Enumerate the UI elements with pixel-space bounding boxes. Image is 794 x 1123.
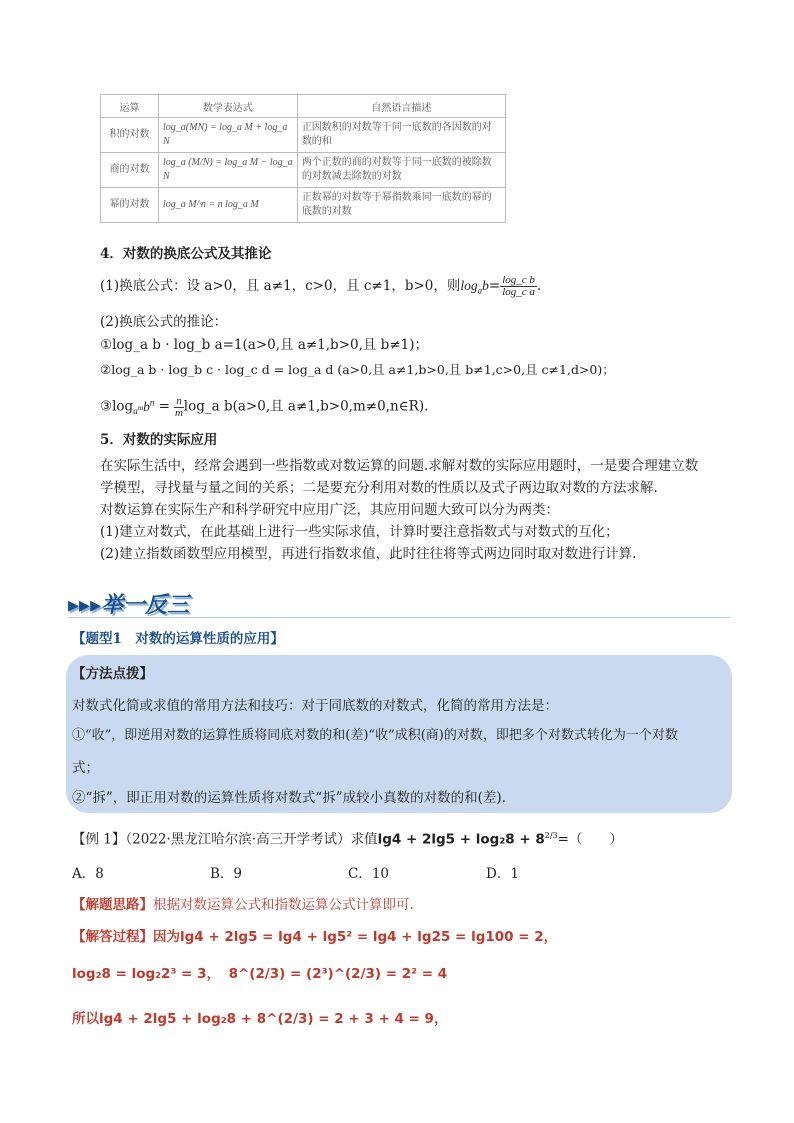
solution-idea-text: 根据对数运算公式和指数运算公式计算即可. xyxy=(153,897,414,913)
table-cell: 幂的对数 xyxy=(101,188,159,223)
corollary-1: ①log_a b · log_b a=1(a>0,且 a≠1,b>0,且 b≠1)； xyxy=(100,337,428,353)
table-header: 自然语言描述 xyxy=(297,95,505,118)
solution-process-label: 【解答过程】 xyxy=(72,929,153,945)
section-5-para-1-line-2: 学模型，寻找量与量之间的关系；二是要充分利用对数的性质以及式子两边取对数的方法求解. xyxy=(100,480,658,496)
table-cell: 正因数积的对数等于同一底数的各因数的对数的和 xyxy=(297,118,505,153)
corollary-3: $③\log_{a^m}b^n$ = $\frac{n}{m}$ log_a b(a>0,且 a≠1,b>0,m≠0,n∈R). xyxy=(100,394,429,419)
option-d: D．1 xyxy=(486,866,519,882)
formula-log: log xyxy=(460,278,478,293)
section-5-title: 5．对数的实际应用 xyxy=(100,432,218,448)
solution-process-line-1: 【解答过程】因为lg4 + 2lg5 = lg4 + lg5² = lg4 + lg25 = lg100 = 2， xyxy=(72,929,558,945)
operations-table xyxy=(100,94,506,223)
practice-banner xyxy=(68,588,189,619)
method-line-1: 对数式化简或求值的常用方法和技巧：对于同底数的对数式，化简的常用方法是： xyxy=(72,698,558,714)
table-cell: 商的对数 xyxy=(101,153,159,188)
solution-process-line-3: 所以lg4 + 2lg5 + log₂8 + 8^(2/3) = 2 + 3 + 4 = 9， xyxy=(72,1011,448,1027)
example-1 xyxy=(72,826,623,850)
section-5-item-2: (2)建立指数函数型应用模型，再进行指数求值，此时往往将等式两边同时取对数进行计算. xyxy=(100,546,637,562)
solution-process-line-2: log₂8 = log₂2³ = 3， 8^(2/3) = (2³)^(2/3) = 2² = 4 xyxy=(72,966,448,982)
method-line-2: ①“收”，即逆用对数的运算性质将同底对数的和(差)“收”成积(商)的对数，即把多个对数式转化为一个对数 xyxy=(72,728,678,743)
type-1-title: 【题型1 对数的运算性质的应用】 xyxy=(72,631,284,647)
example-suffix: =（ ） xyxy=(557,831,623,848)
formula-fraction: $\frac{\text{log\_c b}}{\text{log\_c a}}$ xyxy=(502,274,535,298)
solution-idea-label: 【解题思路】 xyxy=(72,897,153,913)
table-row xyxy=(101,153,506,188)
solution-idea xyxy=(72,895,414,915)
option-a: A．8 xyxy=(72,866,104,882)
banner-text: ▸▸▸举一反三 xyxy=(68,593,190,618)
example-expression: lg4 + 2lg5 + log₂8 + 8 xyxy=(377,831,545,848)
section-5-para-2: 对数运算在实际生产和科学研究中应用广泛，其应用问题大致可以分为两类： xyxy=(100,502,559,518)
table-cell: log_a (M/N) = log_a M − log_a N xyxy=(159,153,298,188)
example-prefix: 【例 1】（2022·黑龙江哈尔滨·高三开学考试）求值 xyxy=(72,831,378,848)
example-exponent: 2/3 xyxy=(544,831,558,840)
section-5-item-1: (1)建立对数式，在此基础上进行一些实际求值，计算时要注意指数式与对数式的互化； xyxy=(100,524,619,540)
method-line-3: 式； xyxy=(72,760,99,776)
table-cell: 积的对数 xyxy=(101,118,159,153)
option-b: B．9 xyxy=(210,866,243,882)
table-row xyxy=(101,188,506,223)
table-row xyxy=(101,118,506,153)
option-c: C．10 xyxy=(348,866,390,882)
change-of-base-formula: (1)换底公式：设 a>0，且 a≠1，c>0，且 c≠1，b>0，则$\log_ab=$ $\frac{\text{log\_c b}}{\text{log\_c a}}$ . xyxy=(100,274,542,298)
table-header: 数学表达式 xyxy=(159,95,298,118)
table-cell: log_a M^n = n log_a M xyxy=(159,188,298,223)
section-5-para-1-line-1: 在实际生活中，经常会遇到一些指数或对数运算的问题.求解对数的实际应用题时，一是要合理建立数 xyxy=(100,458,699,474)
corollary-3-fraction: $\frac{n}{m}$ xyxy=(175,394,183,419)
formula-prefix: (1)换底公式：设 a>0，且 a≠1，c>0，且 c≠1，b>0，则 xyxy=(100,278,461,294)
method-line-4: ②“拆”，即正用对数的运算性质将对数式“拆”成较小真数的对数的和(差). xyxy=(72,790,506,806)
table-cell: 正数幂的对数等于幂指数乘同一底数的幂的底数的对数 xyxy=(297,188,505,223)
table-cell: 两个正数的商的对数等于同一底数的被除数的对数减去除数的对数 xyxy=(297,153,505,188)
method-title: 【方法点拨】 xyxy=(72,666,153,682)
table-cell: log_a(MN) = log_a M + log_a N xyxy=(159,118,298,153)
table-header: 运算 xyxy=(101,95,159,118)
corollary-title: (2)换底公式的推论： xyxy=(100,314,228,330)
section-4-title: 4．对数的换底公式及其推论 xyxy=(100,246,272,262)
corollary-2: ②log_a b · log_b c · log_c d = log_a d (a>0,且 a≠1,b>0,且 b≠1,c>0,且 c≠1,d>0)； xyxy=(100,362,615,377)
section-divider xyxy=(68,617,730,618)
